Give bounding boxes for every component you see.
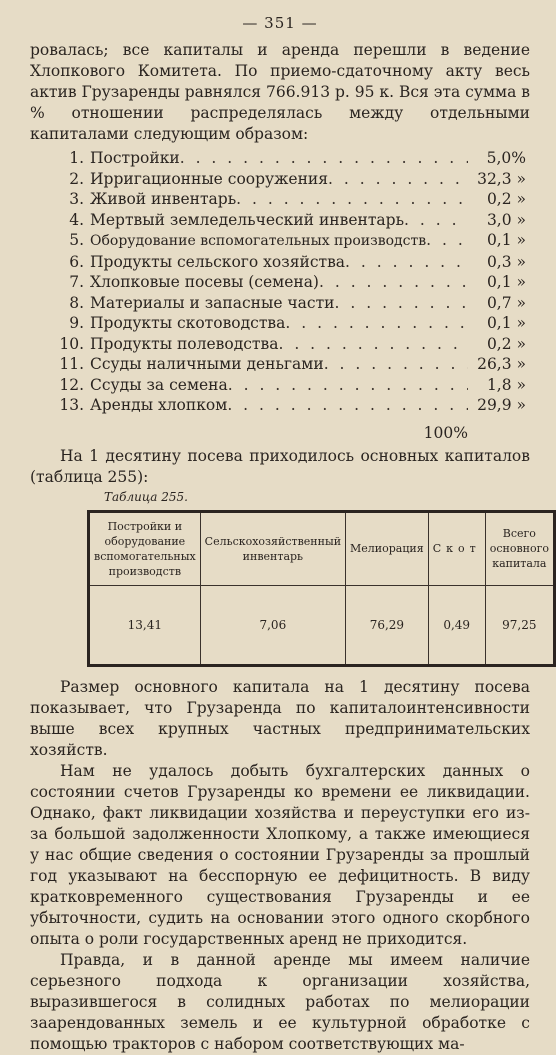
item-number: 11. bbox=[59, 355, 84, 373]
item-label: Ирригационные сооружения bbox=[90, 169, 329, 188]
list-item bbox=[30, 148, 530, 169]
list-item bbox=[30, 252, 530, 273]
list-item bbox=[30, 210, 530, 231]
list-item bbox=[30, 334, 530, 355]
item-value: 32,3 » bbox=[477, 169, 526, 188]
leader-dots bbox=[324, 354, 468, 375]
item-label: Хлопковые посевы (семена) bbox=[90, 273, 319, 291]
item-number: 7. bbox=[69, 273, 84, 291]
column-header: Скот bbox=[428, 511, 485, 585]
item-label: Продукты скотоводства bbox=[90, 314, 286, 332]
item-value: 0,7 » bbox=[486, 293, 526, 312]
list-item bbox=[30, 189, 530, 210]
item-label: Постройки bbox=[90, 149, 180, 167]
item-value: 0,1 » bbox=[486, 314, 526, 332]
table-cell: 13,41 bbox=[127, 617, 163, 632]
item-label: Ссуды за семена bbox=[90, 375, 228, 394]
leader-dots bbox=[285, 313, 468, 334]
leader-dots bbox=[180, 148, 468, 169]
paragraph-per-desyatina: На 1 десятину посева приходилось основных капиталов (таблица 255): bbox=[30, 446, 530, 486]
page-number: — 351 — bbox=[242, 14, 318, 32]
item-label: Мертвый земледельческий инвентарь bbox=[90, 210, 405, 229]
column-header: Всего основного капитала bbox=[485, 511, 554, 585]
item-value: 0,2 » bbox=[486, 190, 526, 208]
leader-dots bbox=[278, 334, 468, 355]
item-number: 12. bbox=[59, 375, 84, 394]
item-value: 3,0 » bbox=[486, 210, 526, 229]
total-percent: 100% bbox=[423, 423, 468, 442]
paragraph-no-data: Нам не удалось добыть бухгалтерских данных о состоянии счетов Грузаренды ко времени ее ликвидации. Однако, факт ликвидации хозяйства и переуступки его из-за большой задолженности Хлопкому, а также имеющиеся у нас общие сведения о состоянии Грузаренды за прошлый год указывают на бесспорную ее дефицитность. В виду кратковременного существования Грузаренды и ее убыточности, судить на основании этого одного скорбного опыта о роли государственных аренд не приходится. bbox=[30, 761, 530, 948]
table-caption: Таблица 255. bbox=[104, 489, 188, 504]
item-number: 13. bbox=[59, 396, 84, 414]
item-value: 5,0% bbox=[486, 149, 526, 167]
item-number: 9. bbox=[69, 314, 84, 332]
item-number: 5. bbox=[69, 231, 84, 249]
item-label: Аренды хлопком bbox=[90, 396, 228, 414]
list-item bbox=[30, 169, 530, 190]
item-label: Продукты полеводства bbox=[90, 334, 279, 353]
item-value: 0,3 » bbox=[486, 252, 526, 271]
paragraph-serious-approach: Правда, и в данной аренде мы имеем наличие серьезного подхода к организации хозяйства, выразившегося в солидных работах по мелиорации заарендованных земель и ее культурной обработке с помощью тракторов с набором соответствующих ма- bbox=[30, 950, 530, 1053]
leader-dots bbox=[228, 375, 468, 396]
capital-table bbox=[87, 510, 556, 667]
leader-dots bbox=[345, 252, 468, 273]
list-item bbox=[30, 272, 530, 293]
item-label: Материалы и запасные части bbox=[90, 293, 335, 312]
leader-dots bbox=[426, 230, 468, 251]
item-number: 3. bbox=[69, 190, 84, 208]
paragraph-intro: ровалась; все капиталы и аренда перешли в ведение Хлопкового Комитета. По приемо-сдаточному акту весь актив Грузаренды равнялся 766.913 р. 95 к. Вся эта сумма в % отношении распределялась между отдельными капиталами следующим образом: bbox=[30, 41, 530, 143]
table-header-row bbox=[89, 511, 555, 585]
item-value: 1,8 » bbox=[486, 375, 526, 394]
column-header: Мелиорация bbox=[346, 511, 429, 585]
list-item bbox=[30, 230, 530, 252]
table-cell: 0,49 bbox=[428, 585, 485, 665]
item-label: Ссуды наличными деньгами bbox=[90, 355, 324, 373]
list-item bbox=[30, 293, 530, 314]
item-number: 2. bbox=[69, 169, 84, 188]
column-header: Постройки и оборудование вспомогательных производств bbox=[89, 511, 201, 585]
table-cell: 97,25 bbox=[485, 585, 554, 665]
item-value: 29,9 » bbox=[477, 396, 526, 414]
item-label: Живой инвентарь bbox=[90, 190, 237, 208]
item-value: 0,1 » bbox=[486, 273, 526, 291]
item-label: Оборудование вспомогательных производств bbox=[90, 233, 427, 249]
leader-dots bbox=[328, 169, 468, 190]
item-value: 0,2 » bbox=[486, 334, 526, 353]
table-row bbox=[89, 585, 555, 665]
leader-dots bbox=[227, 395, 468, 416]
item-label: Продукты сельского хозяйства bbox=[90, 252, 346, 271]
leader-dots bbox=[236, 189, 468, 210]
column-header: Сельскохозяйственный инвентарь bbox=[200, 511, 345, 585]
list-item bbox=[30, 313, 530, 334]
list-item bbox=[30, 354, 530, 375]
item-number: 1. bbox=[69, 149, 84, 167]
list-item bbox=[30, 375, 530, 396]
item-value: 0,1 » bbox=[486, 231, 526, 249]
list-item bbox=[30, 395, 530, 416]
leader-dots bbox=[404, 210, 468, 231]
item-number: 6. bbox=[69, 252, 84, 271]
paragraph-capital-size: Размер основного капитала на 1 десятину посева показывает, что Грузаренда по капиталоинтенсивности выше всех крупных частных предпринимательских хозяйств. bbox=[30, 677, 530, 759]
item-number: 4. bbox=[69, 210, 84, 229]
item-number: 8. bbox=[69, 293, 84, 312]
item-number: 10. bbox=[59, 334, 84, 353]
leader-dots bbox=[335, 293, 468, 314]
table-cell: 76,29 bbox=[346, 585, 429, 665]
item-value: 26,3 » bbox=[477, 355, 526, 373]
capital-distribution-list bbox=[30, 148, 530, 416]
table-cell: 7,06 bbox=[200, 585, 345, 665]
leader-dots bbox=[319, 272, 468, 293]
